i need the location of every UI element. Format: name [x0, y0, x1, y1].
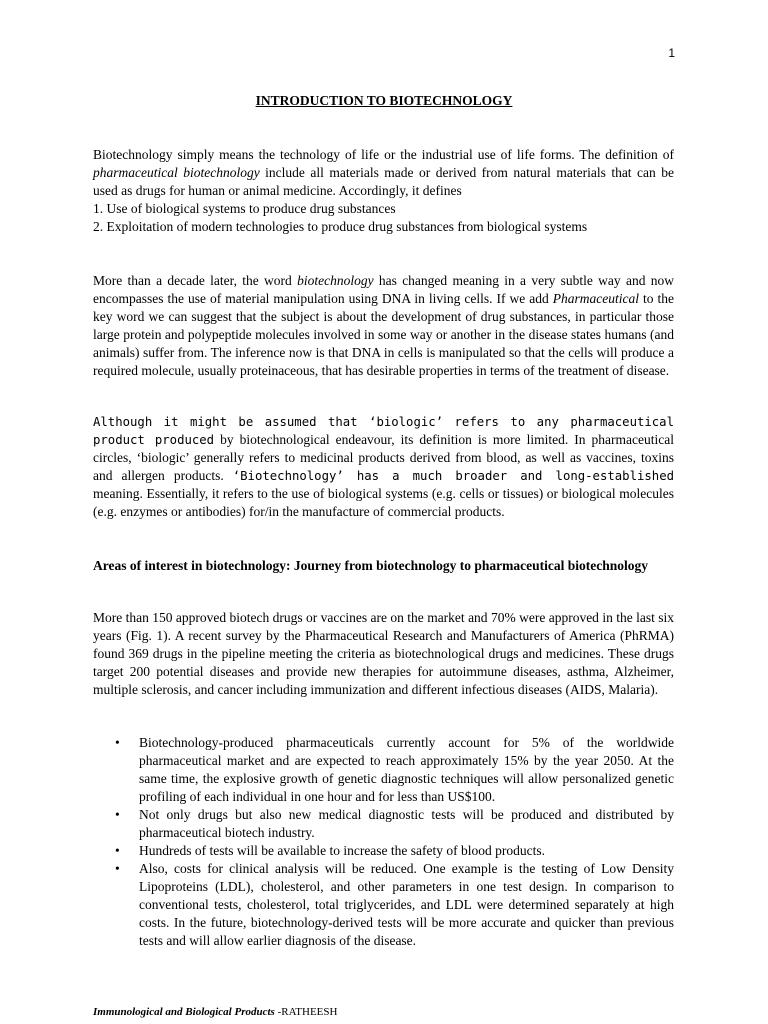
list-item	[115, 860, 674, 950]
bullet-icon: •	[115, 735, 120, 750]
definition-item-2: 2. Exploitation of modern technologies to produce drug substances from biological systems	[93, 219, 588, 234]
section-heading: Areas of interest in biotechnology: Journey from biotechnology to pharmaceutical biotechnology	[93, 558, 648, 573]
dna-text-part: has changed meaning in a very subtle way and now encompasses the use of material manipulation using DNA in living cells. If we add	[93, 273, 675, 306]
biologic-text-part: meaning. Essentially, it refers to the use of biological systems (e.g. cells or tissues) or biological molecules (e.g. enzymes or antibodies) for/in the manufacture of commercial products.	[93, 486, 674, 519]
biologic-text	[93, 413, 674, 521]
biologic-paragraph	[93, 413, 674, 521]
bullet-icon: •	[115, 861, 120, 876]
biologic-text-part: by biotechnological endeavour, its definition is more limited. In pharmaceutical circles, ‘biologic’ generally refers to medicinal products derived from blood, as well as vaccines, toxins and allergen products.	[93, 432, 674, 483]
document-title: INTRODUCTION TO BIOTECHNOLOGY	[255, 93, 513, 108]
footer-series-title: Immunological and Biological Products	[93, 1006, 275, 1018]
list-item-text: Not only drugs but also new medical diagnostic tests will be produced and distributed by pharmaceutical biotech industry.	[139, 807, 674, 840]
dna-emphasis: Pharmaceutical	[552, 291, 639, 306]
dna-text-part: More than a decade later, the word	[93, 273, 298, 288]
dna-text-part: to the key word we can suggest that the subject is about the development of drug substances, in particular those large protein and polypeptide molecules involved in some way or another in the disease states humans (and animals) suffer from. The inference now is that DNA in cells is manipulated so that the cells will produce a required molecule, usually proteinaceous, that has desirable properties in terms of the treatment of disease.	[93, 291, 674, 378]
bullet-list	[115, 734, 674, 950]
biologic-alt-font-text: Although it might be assumed that ‘biologic’ refers to any pharmaceutical product produced	[93, 415, 674, 447]
biologic-alt-font-text: ‘Biotechnology’ has a much broader and long-established	[232, 469, 674, 483]
list-item	[115, 806, 674, 842]
list-item	[115, 842, 674, 860]
page-number: 1	[668, 46, 675, 60]
section-heading-block	[93, 557, 674, 575]
dna-paragraph	[93, 272, 674, 380]
bullet-icon: •	[115, 807, 120, 822]
intro-text-part: include all materials made or derived from natural materials that can be used as drugs for human or animal medicine. Accordingly, it defines	[93, 165, 674, 198]
dna-emphasis: biotechnology	[297, 273, 374, 288]
intro-emphasis: pharmaceutical biotechnology	[93, 165, 260, 180]
page-footer	[93, 1006, 337, 1018]
footer-author: -RATHEESH	[274, 1006, 338, 1018]
definition-item-1: 1. Use of biological systems to produce drug substances	[93, 201, 396, 216]
list-item-text: Also, costs for clinical analysis will be reduced. One example is the testing of Low Density Lipoproteins (LDL), cholesterol, and other parameters in one test design. In comparison to conventional tests, cholesterol, total triglycerides, and LDL were determined separately at high costs. In the future, biotechnology-derived tests will be more accurate and quicker than previous tests and will allow earlier diagnosis of the disease.	[139, 861, 674, 948]
bullet-icon: •	[115, 843, 120, 858]
list-item-text: Biotechnology-produced pharmaceuticals currently account for 5% of the worldwide pharmaceutical market and are expected to reach approximately 15% by the year 2050. At the same time, the explosive growth of genetic diagnostic techniques will allow personalized genetic profiling of each individual in one hour and for less than US$100.	[139, 735, 674, 804]
market-paragraph	[93, 609, 674, 699]
intro-text	[93, 146, 674, 200]
intro-paragraph	[93, 146, 674, 236]
dna-text	[93, 272, 674, 380]
market-text: More than 150 approved biotech drugs or vaccines are on the market and 70% were approved in the last six years (Fig. 1). A recent survey by the Pharmaceutical Research and Manufacturers of America (PhRMA) found 369 drugs in the pipeline meeting the criteria as biotechnological drugs and medicines. These drugs target 200 potential diseases and provide new therapies for autoimmune diseases, asthma, Alzheimer, multiple sclerosis, and cancer including immunization and different infectious diseases (AIDS, Malaria).	[93, 610, 674, 697]
list-item-text: Hundreds of tests will be available to increase the safety of blood products.	[139, 843, 546, 858]
intro-text-part: Biotechnology simply means the technology of life or the industrial use of life forms. The definition of	[93, 147, 674, 162]
list-item	[115, 734, 674, 806]
